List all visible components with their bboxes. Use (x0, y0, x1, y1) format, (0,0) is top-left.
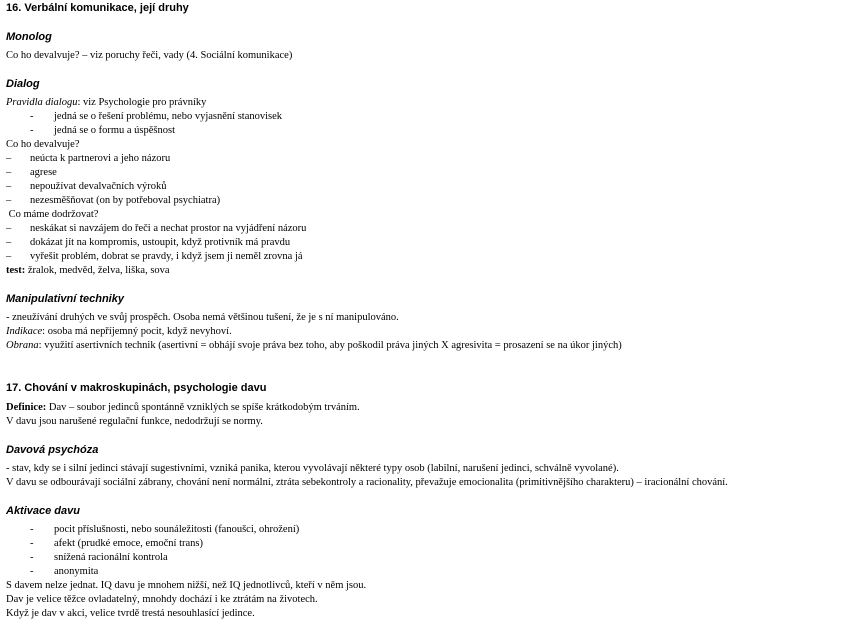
dialog-rules-line (6, 96, 206, 109)
keep-item-3: vyřešit problém, dobrat se pravdy, i když jsem ji neměl zrovna já (30, 251, 303, 262)
indication-label: Indikace (6, 326, 43, 337)
manip-line-1: - zneužívání druhých ve svůj prospěch. Osoba nemá většinou tušení, že je s ní manipulováno. (6, 312, 399, 323)
monolog-heading: Monolog (6, 31, 52, 43)
devalues-item-2: agrese (30, 167, 57, 178)
rules-item-1: jedná se o řešení problému, nebo vyjasnění stanovisek (54, 111, 283, 122)
bullet-endash: – (6, 195, 12, 206)
manip-defense (6, 339, 622, 352)
psychosis-heading: Davová psychóza (6, 444, 99, 456)
definition-line-2: V davu jsou narušené regulační funkce, nedodržují se normy. (6, 416, 263, 427)
definition-rest: Dav – soubor jedinců spontánně vzniklých se spíše krátkodobým trváním. (46, 402, 360, 413)
bullet-hyphen: - (30, 566, 34, 577)
manip-indication (6, 325, 232, 338)
activation-item-1: pocit příslušnosti, nebo sounáležitosti (fanoušci, ohrožení) (54, 524, 300, 535)
bullet-endash: – (6, 153, 12, 164)
bullet-endash: – (6, 167, 12, 178)
rules-item-2: jedná se o formu a úspěšnost (54, 125, 176, 136)
activation-line-1: S davem nelze jednat. IQ davu je mnohem nižší, než IQ jednotlivců, kteří v něm jsou. (6, 580, 367, 591)
keep-question: Co máme dodržovat? (6, 209, 99, 220)
test-line (6, 264, 170, 277)
bullet-endash: – (6, 223, 12, 234)
bullet-hyphen: - (30, 538, 34, 549)
defense-rest: : využití asertivních technik (asertivní = obhájí svoje práva bez toho, aby poškodil práva jiných X agresivita = prosazení se na úkor jiných) (38, 340, 622, 351)
activation-heading: Aktivace davu (6, 505, 80, 517)
bullet-endash: – (6, 181, 12, 192)
bullet-endash: – (6, 251, 12, 262)
bullet-hyphen: - (30, 111, 34, 122)
monolog-line: Co ho devalvuje? – viz poruchy řeči, vady (4. Sociální komunikace) (6, 50, 293, 61)
rules-rest: : viz Psychologie pro právníky (77, 97, 207, 108)
activation-item-3: snížená racionální kontrola (54, 552, 168, 563)
bullet-hyphen: - (30, 125, 34, 136)
bullet-hyphen: - (30, 524, 34, 535)
definition-line (6, 401, 360, 414)
psychosis-line-2: V davu se odbourávají sociální zábrany, chování není normální, ztráta sebekontroly a racionality, převažuje emocionalita (primitivnějšího charakteru) – iracionální chování. (6, 477, 728, 488)
section-16-title: 16. Verbální komunikace, její druhy (6, 2, 189, 14)
activation-item-4: anonymita (54, 566, 99, 577)
activation-line-2: Dav je velice těžce ovladatelný, mnohdy dochází i ke ztrátám na životech. (6, 594, 318, 605)
devalues-item-1: neúcta k partnerovi a jeho názoru (30, 153, 171, 164)
activation-line-3: Když je dav v akci, velice tvrdě trestá nesouhlasící jedince. (6, 608, 255, 619)
indication-rest: : osoba má nepříjemný pocit, když nevyhoví. (42, 326, 232, 337)
dialog-heading: Dialog (6, 78, 40, 90)
keep-item-1: neskákat si navzájem do řeči a nechat prostor na vyjádření názoru (30, 223, 307, 234)
keep-item-2: dokázat jít na kompromis, ustoupit, když protivník má pravdu (30, 237, 291, 248)
test-label: test: (6, 265, 26, 276)
definition-label: Definice: (6, 402, 47, 413)
devalues-item-3: nepoužívat devalvačních výroků (30, 181, 167, 192)
rules-label: Pravidla dialogu (6, 97, 78, 108)
psychosis-line-1: - stav, kdy se i silní jedinci stávají sugestivními, vzniká panika, kterou vyvolávají některé typy osob (labilní, narušení jedinci, schválně vyvolané). (6, 463, 619, 474)
activation-item-2: afekt (prudké emoce, emoční trans) (54, 538, 203, 549)
devalues-question: Co ho devalvuje? (6, 139, 80, 150)
bullet-endash: – (6, 237, 12, 248)
section-17-title: 17. Chování v makroskupinách, psychologie davu (6, 382, 267, 394)
defense-label: Obrana (6, 340, 39, 351)
devalues-item-4: nezesměšňovat (on by potřeboval psychiatra) (30, 195, 221, 206)
bullet-hyphen: - (30, 552, 34, 563)
test-rest: žralok, medvěd, želva, liška, sova (25, 265, 170, 276)
manip-heading: Manipulativní techniky (6, 293, 124, 305)
